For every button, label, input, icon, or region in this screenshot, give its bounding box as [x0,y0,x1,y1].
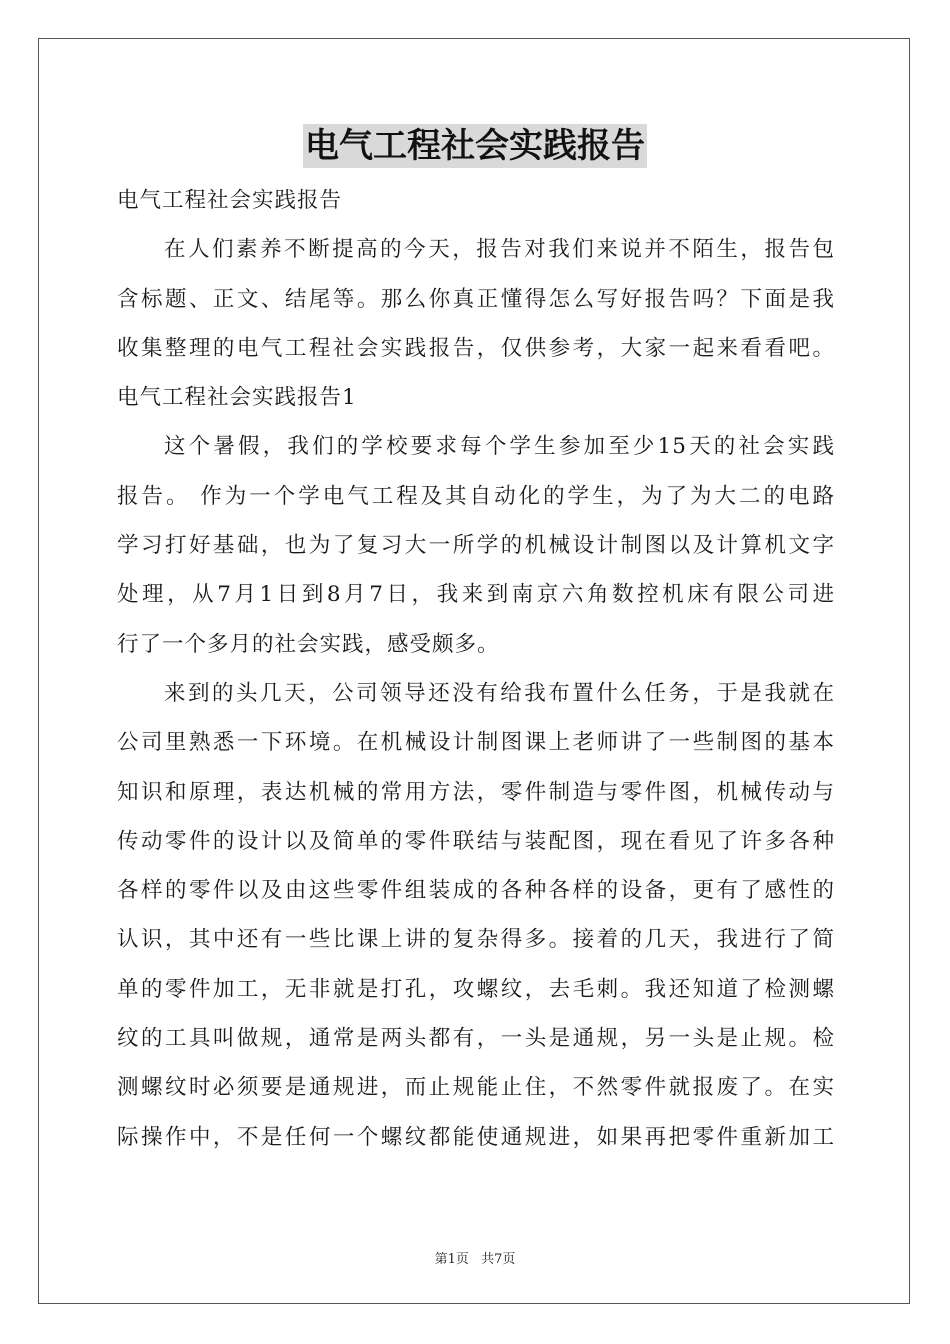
text-line: 纹的工具叫做规，通常是两头都有，一头是通规，另一头是止规。检 [117,1026,835,1052]
page-total: 共7页 [481,1252,516,1267]
text-line: 知识和原理，表达机械的常用方法，零件制造与零件图，机械传动与 [117,779,835,805]
text-line: 在人们素养不断提高的今天，报告对我们来说并不陌生，报告包 [164,237,835,263]
text-line: 公司里熟悉一下环境。在机械设计制图课上老师讲了一些制图的基本 [117,730,835,756]
text-line: 行了一个多月的社会实践，感受颇多。 [117,631,500,657]
title-wrap [0,124,950,168]
text-line: 单的零件加工，无非就是打孔，攻螺纹，去毛刺。我还知道了检测螺 [117,976,835,1002]
text-line: 学习打好基础，也为了复习大一所学的机械设计制图以及计算机文字 [117,533,835,559]
text-line: 电气工程社会实践报告1 [117,385,357,411]
text-line: 这个暑假，我们的学校要求每个学生参加至少15天的社会实践 [164,434,835,460]
document-title: 电气工程社会实践报告 [305,126,645,166]
document-body [117,176,835,1162]
text-line: 报告。 作为一个学电气工程及其自动化的学生，为了为大二的电路 [117,483,835,509]
text-line: 处理，从7月1日到8月7日，我来到南京六角数控机床有限公司进 [117,582,835,608]
text-line: 含标题、正文、结尾等。那么你真正懂得怎么写好报告吗？下面是我 [117,286,835,312]
text-line: 测螺纹时必须要是通规进，而止规能止住，不然零件就报废了。在实 [117,1075,835,1101]
text-line: 际操作中，不是任何一个螺纹都能使通规进，如果再把零件重新加工 [117,1124,835,1150]
text-line: 传动零件的设计以及简单的零件联结与装配图，现在看见了许多各种 [117,828,835,854]
page-footer [0,1248,950,1267]
text-line: 各样的零件以及由这些零件组装成的各种各样的设备，更有了感性的 [117,878,835,904]
page-number: 第1页 [434,1252,469,1267]
text-line: 收集整理的电气工程社会实践报告，仅供参考，大家一起来看看吧。 [117,335,835,361]
text-line: 电气工程社会实践报告 [117,188,343,213]
text-line: 认识，其中还有一些比课上讲的复杂得多。接着的几天，我进行了简 [117,927,835,953]
text-line: 来到的头几天，公司领导还没有给我布置什么任务，于是我就在 [164,680,835,706]
